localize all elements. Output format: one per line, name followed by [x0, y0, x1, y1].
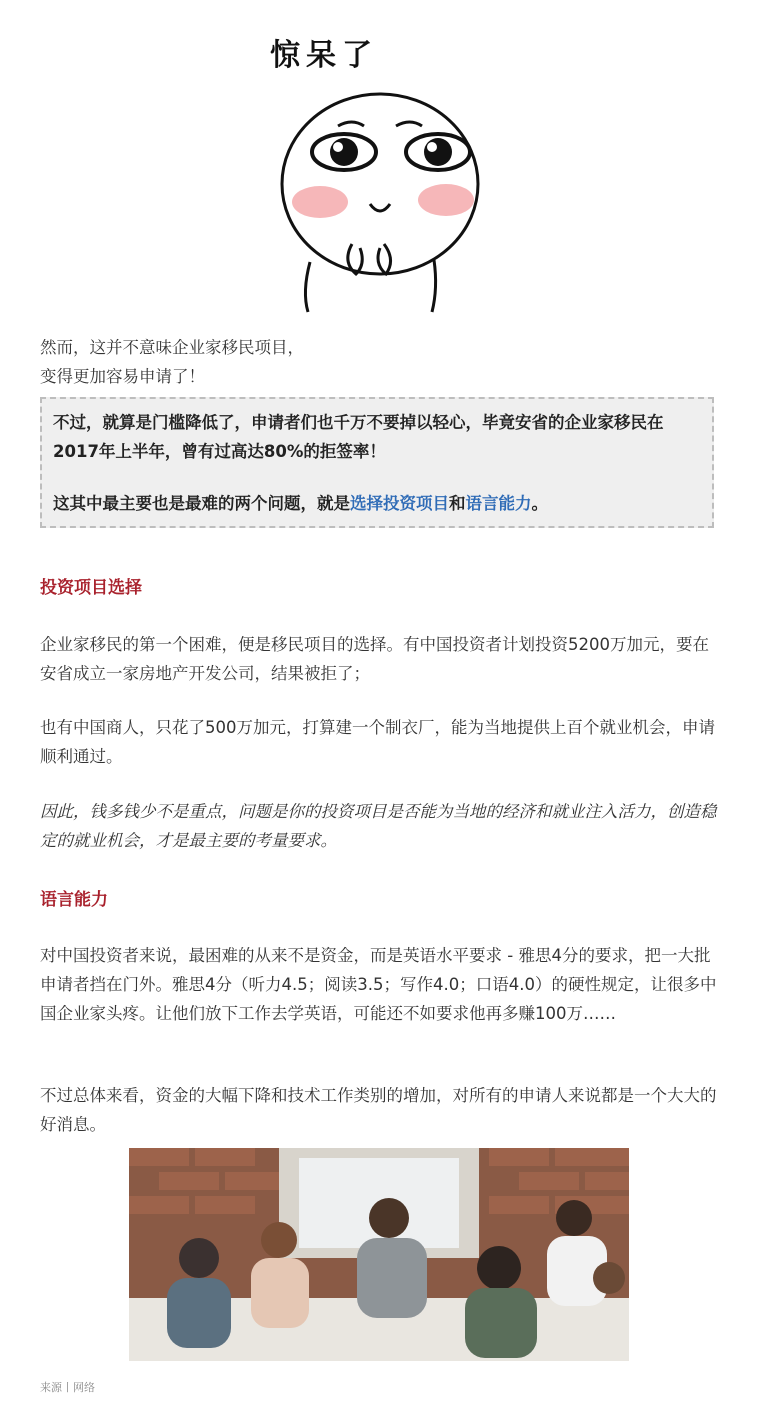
callout-suffix: 。	[531, 494, 548, 513]
highlight-callout	[40, 397, 714, 528]
link-language-ability[interactable]: 语言能力	[465, 494, 532, 513]
section1-paragraph-2: 也有中国商人，只花了500万加元，打算建一个制衣厂，能为当地提供上百个就业机会，申请顺利通过。	[40, 718, 715, 766]
intro-line-2: 变得更加容易申请了！	[40, 367, 205, 386]
section1-paragraph-1: 企业家移民的第一个困难，便是移民项目的选择。有中国投资者计划投资5200万加元，要在安省成立一家房地产开发公司，结果被拒了；	[40, 635, 709, 683]
image-source-caption: 来源丨网络	[40, 1381, 95, 1394]
callout-and: 和	[449, 494, 466, 513]
meme-caption: 惊呆了	[270, 38, 378, 73]
intro-line-1: 然而，这并不意味企业家移民项目，	[40, 338, 304, 357]
section1-paragraph-3: 因此，钱多钱少不是重点，问题是你的投资项目是否能为当地的经济和就业注入活力，创造稳定的就业机会，才是最主要的考量要求。	[40, 802, 717, 850]
section-heading-investment: 投资项目选择	[40, 578, 142, 598]
intro-paragraph	[40, 333, 718, 391]
callout-prefix: 这其中最主要也是最难的两个问题，就是	[53, 494, 350, 513]
section2-paragraph-1: 对中国投资者来说，最困难的从来不是资金，而是英语水平要求 - 雅思4分的要求，把一大批申请者挡在门外。雅思4分（听力4.5；阅读3.5；写作4.0；口语4.0）的硬性规定，让很多中国企业家头疼。让他们放下工作去学英语，可能还不如要求他再多赚100万……	[40, 946, 717, 1023]
section-heading-language: 语言能力	[40, 890, 108, 910]
section2-paragraph-2: 不过总体来看，资金的大幅下降和技术工作类别的增加，对所有的申请人来说都是一个大大的好消息。	[40, 1086, 717, 1134]
meme-illustration	[262, 22, 502, 314]
office-meeting-photo	[129, 1148, 629, 1361]
callout-paragraph-2	[53, 489, 707, 518]
link-choose-investment[interactable]: 选择投资项目	[350, 494, 449, 513]
meeting-photo-icon	[129, 1148, 629, 1361]
callout-paragraph-1: 不过，就算是门槛降低了，申请者们也千万不要掉以轻心，毕竟安省的企业家移民在2017年上半年，曾有过高达80%的拒签率！	[53, 413, 664, 461]
